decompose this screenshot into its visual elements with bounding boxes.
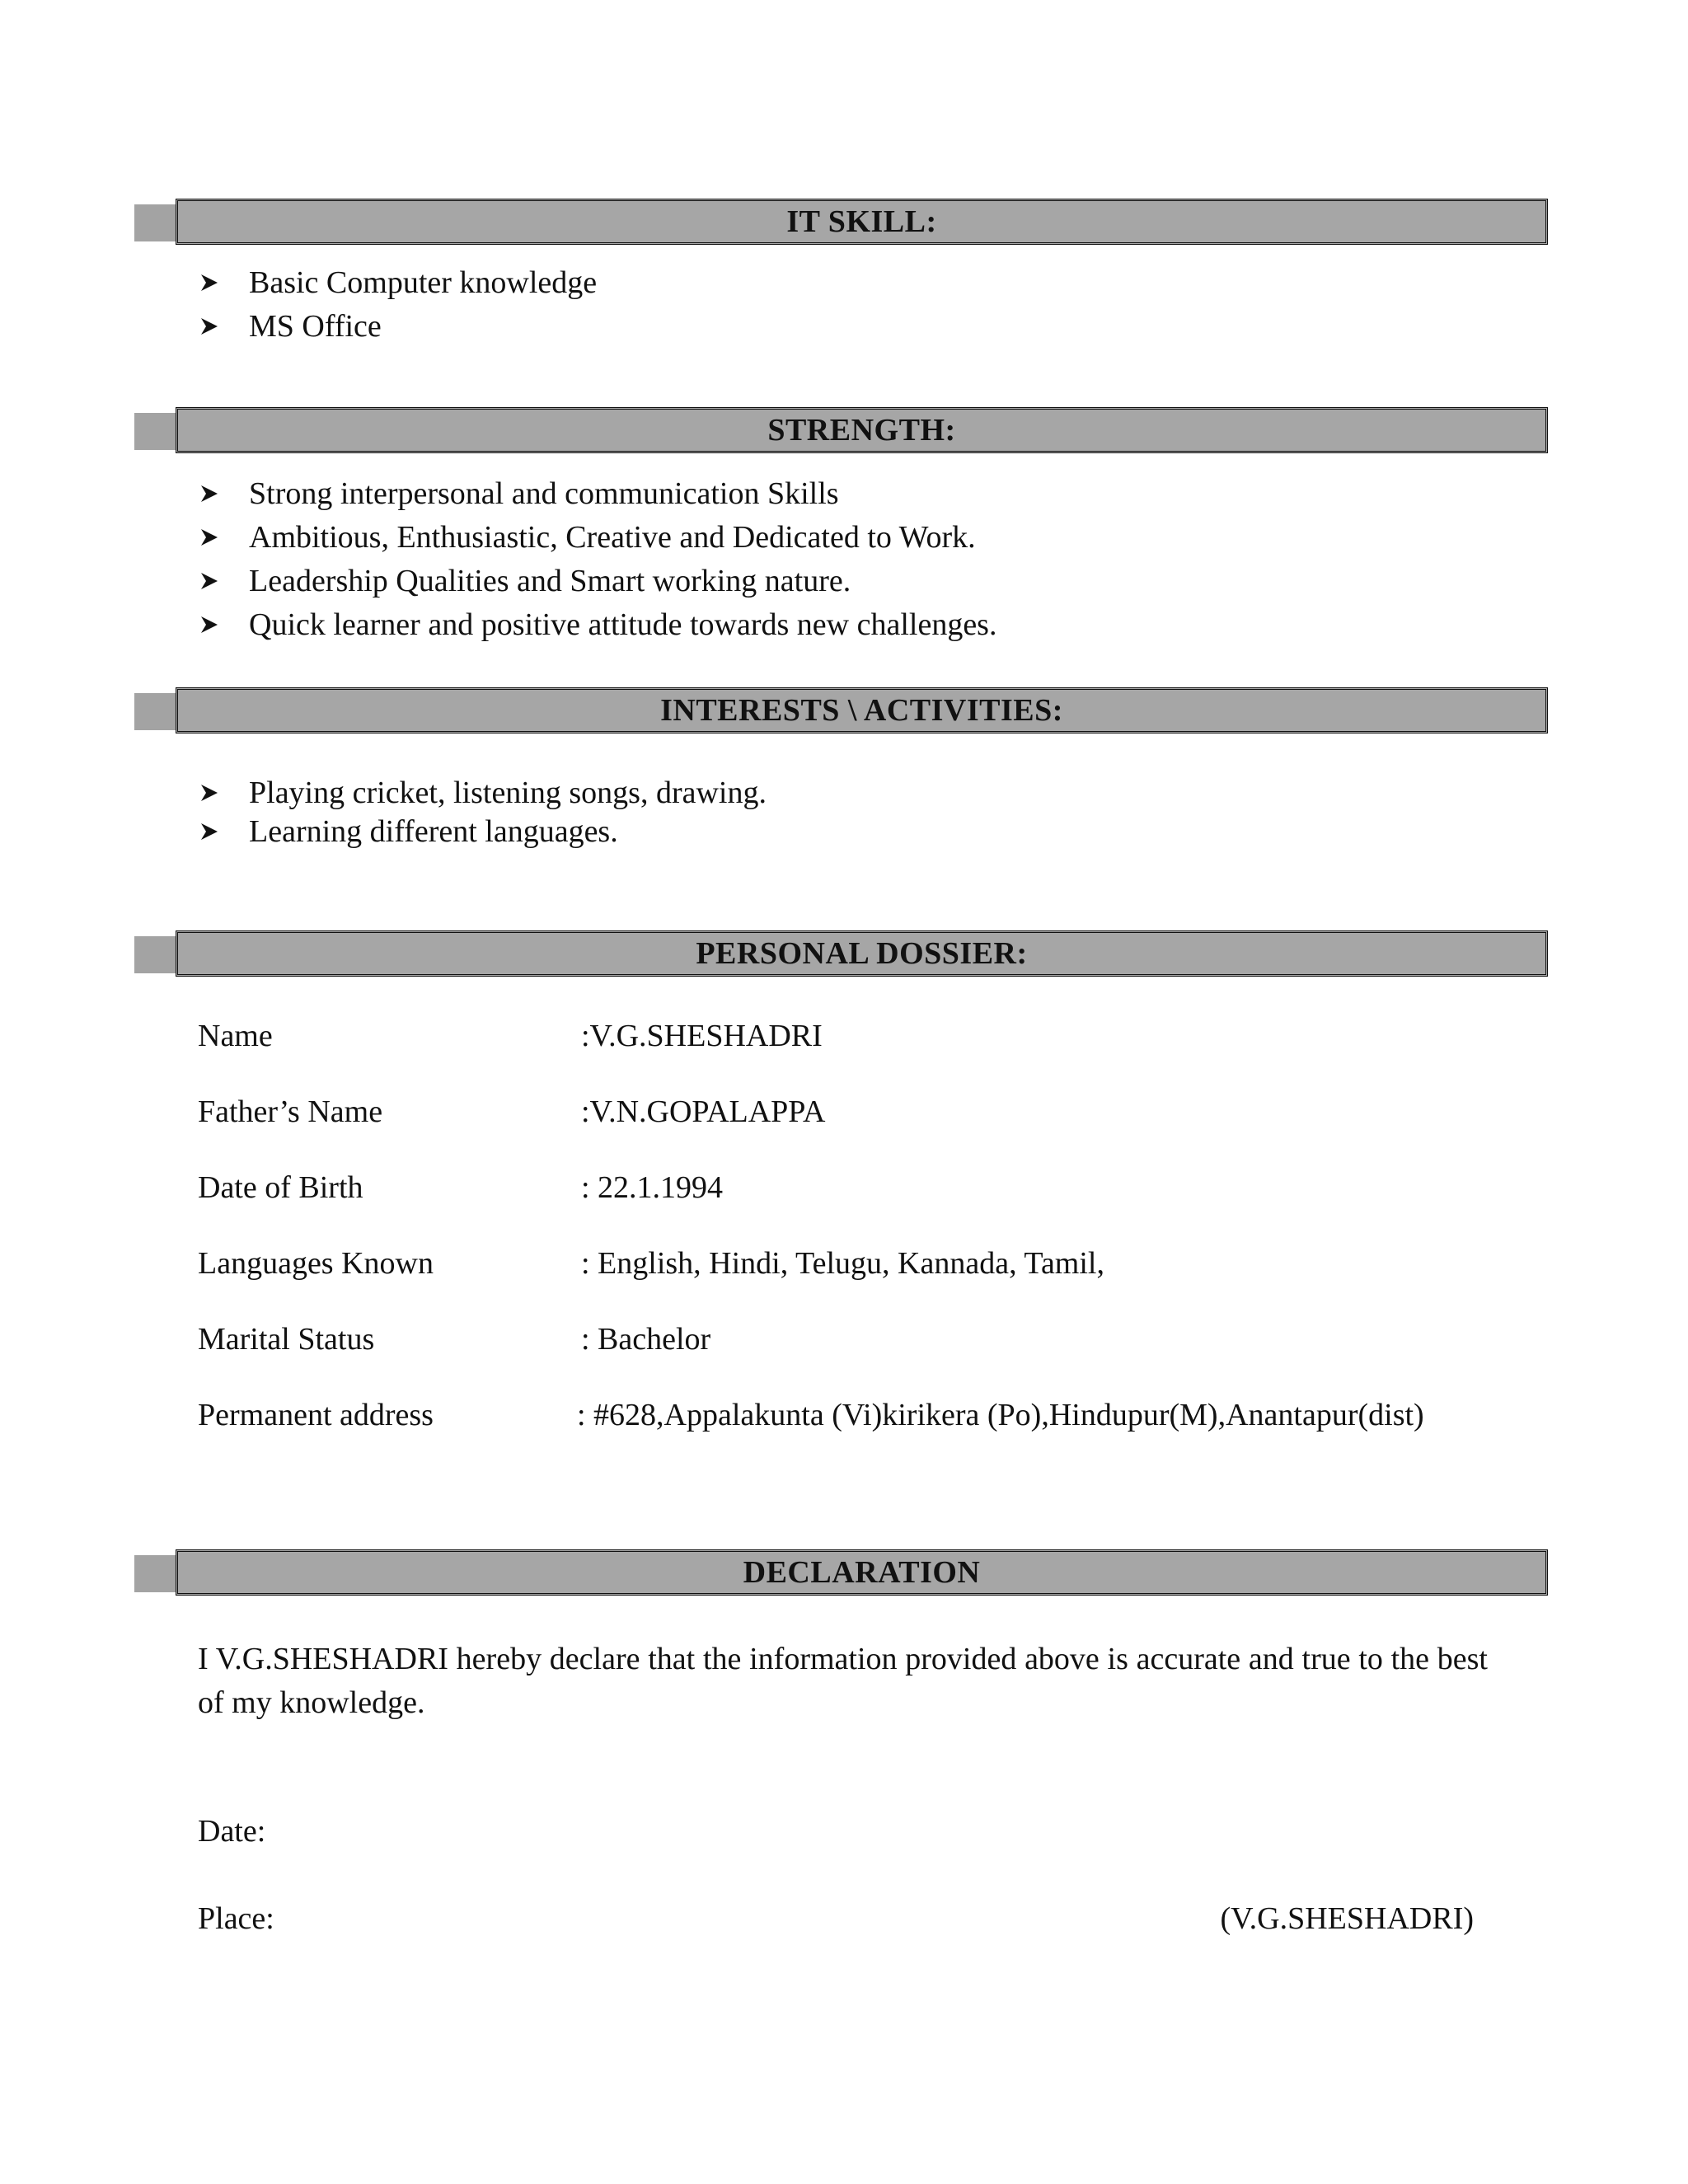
arrow-bullet-icon — [199, 316, 219, 336]
field-label-permanent-address: Permanent address — [198, 1398, 434, 1432]
date-label: Date: — [198, 1814, 266, 1849]
section-title: DECLARATION — [176, 1549, 1548, 1596]
field-label-name: Name — [198, 1019, 273, 1053]
arrow-bullet-icon — [199, 527, 219, 547]
field-label-marital-status: Marital Status — [198, 1322, 375, 1357]
list-item: Quick learner and positive attitude towards new challenges. — [249, 603, 996, 647]
section-title: IT SKILL: — [176, 199, 1548, 245]
arrow-bullet-icon — [199, 571, 219, 591]
section-heading-personal-dossier — [134, 930, 1548, 977]
list-item: Leadership Qualities and Smart working nature. — [249, 560, 996, 603]
arrow-bullet-icon — [199, 615, 219, 635]
section-title: PERSONAL DOSSIER: — [176, 930, 1548, 977]
strength-list — [249, 472, 996, 647]
signature: (V.G.SHESHADRI) — [1220, 1901, 1474, 1936]
arrow-bullet-icon — [199, 484, 219, 504]
declaration-text: I V.G.SHESHADRI hereby declare that the information provided above is accurate and true to the best of my knowledge. — [198, 1642, 1488, 1720]
field-value-date-of-birth: : 22.1.1994 — [581, 1170, 724, 1205]
it-skill-list — [249, 261, 597, 349]
field-label-date-of-birth: Date of Birth — [198, 1170, 363, 1205]
section-heading-it-skill — [134, 199, 1548, 245]
section-title: INTERESTS \ ACTIVITIES: — [176, 687, 1548, 733]
interests-list — [249, 774, 767, 851]
field-value-languages-known: : English, Hindi, Telugu, Kannada, Tamil, — [581, 1246, 1104, 1281]
section-heading-interests — [134, 687, 1548, 733]
section-heading-declaration — [134, 1549, 1548, 1596]
field-value-permanent-address: : #628,Appalakunta (Vi)kirikera (Po),Hindupur(M),Anantapur(dist) — [577, 1398, 1424, 1432]
list-item: MS Office — [249, 305, 597, 349]
field-label-fathers-name: Father’s Name — [198, 1094, 383, 1129]
field-value-marital-status: : Bachelor — [581, 1322, 711, 1357]
arrow-bullet-icon — [199, 273, 219, 293]
field-value-fathers-name: :V.N.GOPALAPPA — [581, 1094, 826, 1129]
field-label-languages-known: Languages Known — [198, 1246, 434, 1281]
list-item: Strong interpersonal and communication Skills — [249, 472, 996, 516]
list-item: Playing cricket, listening songs, drawing. — [249, 774, 767, 813]
arrow-bullet-icon — [199, 822, 219, 841]
list-item: Basic Computer knowledge — [249, 261, 597, 305]
list-item: Learning different languages. — [249, 813, 767, 851]
section-heading-strength — [134, 407, 1548, 453]
list-item: Ambitious, Enthusiastic, Creative and Dedicated to Work. — [249, 516, 996, 560]
arrow-bullet-icon — [199, 783, 219, 803]
place-label: Place: — [198, 1901, 274, 1936]
field-value-name: :V.G.SHESHADRI — [581, 1019, 823, 1053]
section-title: STRENGTH: — [176, 407, 1548, 453]
